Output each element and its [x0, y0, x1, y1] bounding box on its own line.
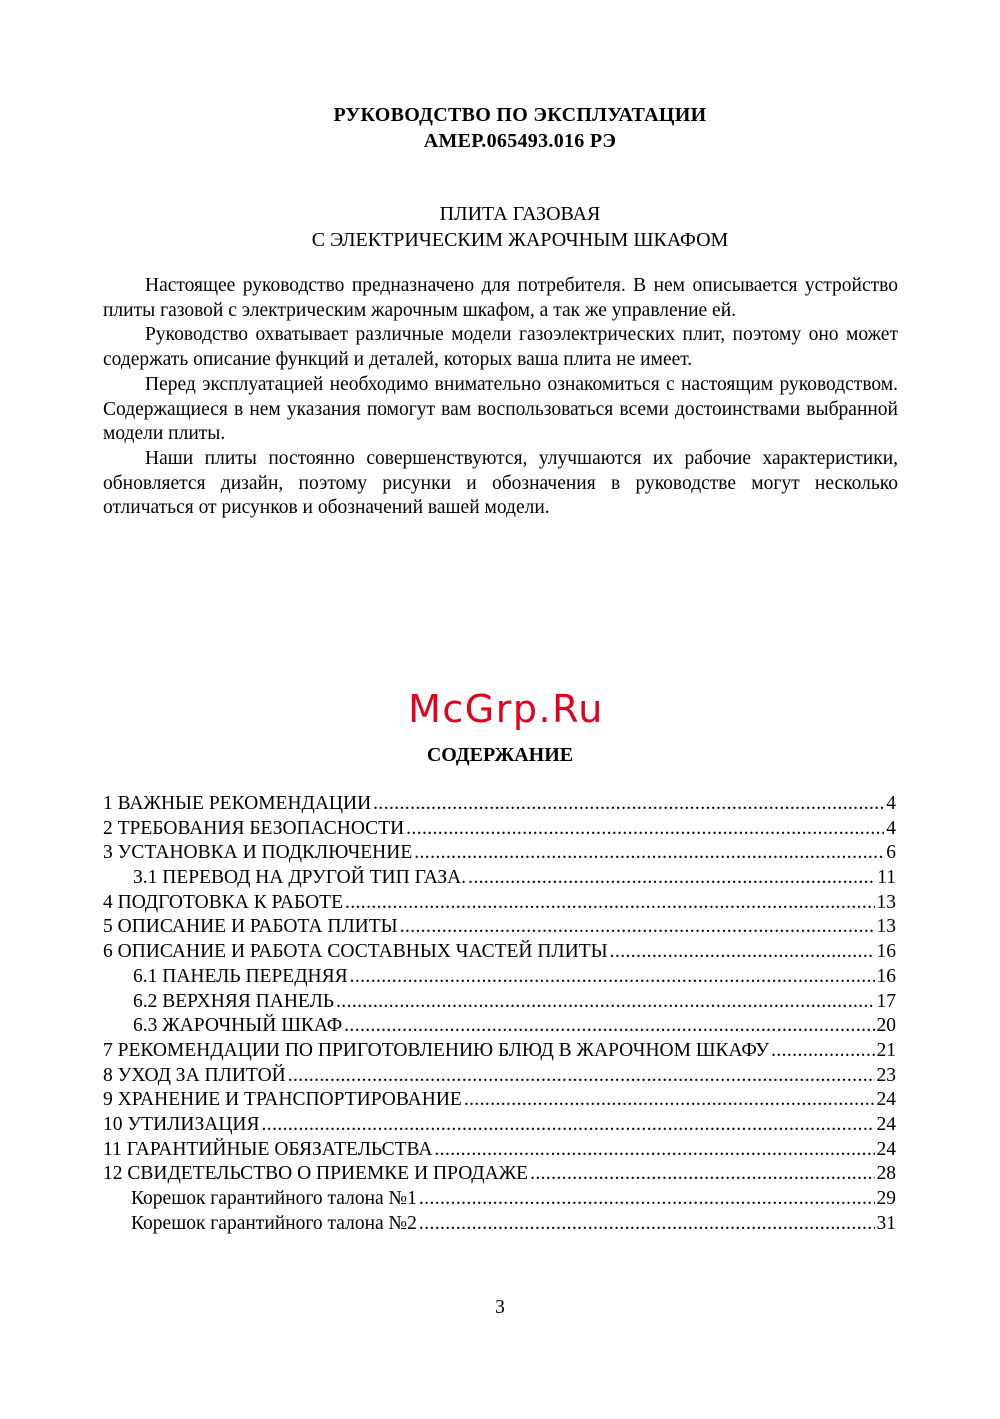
toc-entry: [103, 1212, 896, 1237]
toc-entry-label: 6.2 ВЕРХНЯЯ ПАНЕЛЬ: [133, 990, 335, 1012]
toc-entry-label: Корешок гарантийного талона №1: [131, 1188, 417, 1209]
table-of-contents: [103, 792, 896, 1236]
toc-entry: [103, 940, 896, 965]
toc-entry: [103, 866, 896, 891]
toc-leader-dots: [345, 891, 875, 916]
toc-entry-page: 28: [876, 1163, 896, 1185]
toc-entry-label: 4 ПОДГОТОВКА К РАБОТЕ: [103, 891, 343, 913]
toc-entry: [103, 1014, 896, 1039]
toc-leader-dots: [336, 990, 874, 1015]
toc-leader-dots: [434, 1138, 874, 1163]
toc-leader-dots: [419, 1212, 875, 1237]
toc-leader-dots: [419, 1187, 875, 1212]
toc-entry-label: Корешок гарантийного талона №2: [131, 1212, 417, 1234]
toc-entry: [103, 1113, 896, 1138]
document-subtitle-line2: С ЭЛЕКТРИЧЕСКИМ ЖАРОЧНЫМ ШКАФОМ: [311, 229, 729, 251]
toc-entry-page: 23: [876, 1064, 896, 1086]
toc-entry-page: 24: [876, 1138, 896, 1160]
watermark-logo: McGrp.Ru: [408, 687, 604, 731]
toc-entry: [103, 841, 896, 866]
toc-entry: [103, 965, 896, 990]
toc-entry-label: 7 РЕКОМЕНДАЦИИ ПО ПРИГОТОВЛЕНИЮ БЛЮД В ЖАРОЧНОМ ШКАФУ: [103, 1039, 770, 1061]
toc-entry-label: 6.3 ЖАРОЧНЫЙ ШКАФ: [133, 1015, 343, 1037]
toc-entry-page: 21: [876, 1039, 896, 1061]
toc-leader-dots: [530, 1162, 874, 1187]
toc-leader-dots: [610, 940, 875, 965]
toc-entry-label: 8 УХОД ЗА ПЛИТОЙ: [103, 1064, 286, 1086]
toc-entry-label: 3 УСТАНОВКА И ПОДКЛЮЧЕНИЕ: [103, 842, 413, 864]
toc-entry: [103, 990, 896, 1015]
toc-entry: [103, 891, 896, 916]
intro-paragraph: Перед эксплуатацией необходимо внимательно ознакомиться с настоящим руководством. Содержащиеся в нем указания помогут вам воспользоваться всеми достоинствами выбранной модели плиты.: [103, 373, 898, 445]
toc-entry-page: 13: [876, 916, 896, 938]
toc-entry-page: 4: [886, 817, 896, 839]
toc-entry-page: 17: [876, 990, 896, 1012]
intro-text: [103, 274, 898, 521]
toc-entry-page: 13: [876, 891, 896, 913]
toc-entry: [103, 1088, 896, 1113]
document-title-line2: АМЕР.065493.016 РЭ: [423, 130, 617, 152]
toc-heading: СОДЕРЖАНИЕ: [426, 744, 574, 766]
toc-entry: [103, 1039, 896, 1064]
document-title-line1: РУКОВОДСТВО ПО ЭКСПЛУАТАЦИИ: [333, 104, 707, 126]
toc-entry-label: 9 ХРАНЕНИЕ И ТРАНСПОРТИРОВАНИЕ: [103, 1089, 462, 1111]
toc-entry-page: 16: [876, 941, 896, 963]
toc-entry-page: 11: [877, 867, 896, 889]
toc-entry-page: 20: [876, 1015, 896, 1037]
toc-leader-dots: [344, 1014, 874, 1039]
toc-leader-dots: [288, 1064, 875, 1089]
toc-entry: [103, 915, 896, 940]
intro-paragraph: Руководство охватывает различные модели газоэлектрических плит, поэтому оно может содержать описание функций и деталей, которых ваша плита не имеет.: [103, 324, 898, 371]
toc-entry-page: 6: [886, 842, 896, 864]
toc-entry-label: 12 СВИДЕТЕЛЬСТВО О ПРИЕМКЕ И ПРОДАЖЕ: [103, 1163, 529, 1185]
toc-entry-label: 1 ВАЖНЫЕ РЕКОМЕНДАЦИИ: [103, 793, 372, 814]
toc-leader-dots: [400, 915, 875, 940]
toc-leader-dots: [468, 866, 875, 891]
toc-leader-dots: [414, 841, 884, 866]
toc-entry-label: 10 УТИЛИЗАЦИЯ: [103, 1113, 260, 1135]
toc-entry: [103, 1064, 896, 1089]
document-subtitle-line1: ПЛИТА ГАЗОВАЯ: [439, 203, 601, 225]
toc-entry-page: 31: [876, 1212, 896, 1234]
toc-entry: [103, 792, 896, 817]
toc-leader-dots: [262, 1113, 875, 1138]
toc-leader-dots: [350, 965, 875, 990]
toc-entry: [103, 817, 896, 842]
toc-leader-dots: [464, 1088, 875, 1113]
toc-leader-dots: [373, 792, 884, 817]
toc-entry-page: 24: [876, 1113, 896, 1135]
toc-entry-label: 11 ГАРАНТИЙНЫЕ ОБЯЗАТЕЛЬСТВА: [103, 1138, 433, 1160]
toc-entry-page: 4: [886, 793, 896, 814]
page-number: 3: [495, 1297, 505, 1318]
toc-leader-dots: [771, 1039, 874, 1064]
toc-entry: [103, 1162, 896, 1187]
toc-entry-label: 5 ОПИСАНИЕ И РАБОТА ПЛИТЫ: [103, 916, 398, 938]
toc-entry-page: 16: [876, 965, 896, 987]
toc-entry-label: 2 ТРЕБОВАНИЯ БЕЗОПАСНОСТИ: [103, 817, 405, 839]
toc-entry-label: 3.1 ПЕРЕВОД НА ДРУГОЙ ТИП ГАЗА.: [133, 867, 467, 889]
toc-entry-page: 24: [876, 1089, 896, 1111]
toc-entry-label: 6.1 ПАНЕЛЬ ПЕРЕДНЯЯ: [133, 965, 348, 987]
toc-entry: [103, 1187, 896, 1212]
toc-entry-label: 6 ОПИСАНИЕ И РАБОТА СОСТАВНЫХ ЧАСТЕЙ ПЛИТЫ: [103, 941, 608, 963]
intro-paragraph: Настоящее руководство предназначено для потребителя. В нем описывается устройство плиты газовой с электрическим жарочным шкафом, а так же управление ей.: [103, 275, 898, 321]
toc-entry: [103, 1138, 896, 1163]
toc-entry-page: 29: [876, 1188, 896, 1209]
intro-paragraph: Наши плиты постоянно совершенствуются, улучшаются их рабочие характеристики, обновляется дизайн, поэтому рисунки и обозначения в руководстве могут несколько отличаться от рисунков и обозначений вашей модели.: [103, 447, 898, 519]
toc-leader-dots: [406, 817, 884, 842]
